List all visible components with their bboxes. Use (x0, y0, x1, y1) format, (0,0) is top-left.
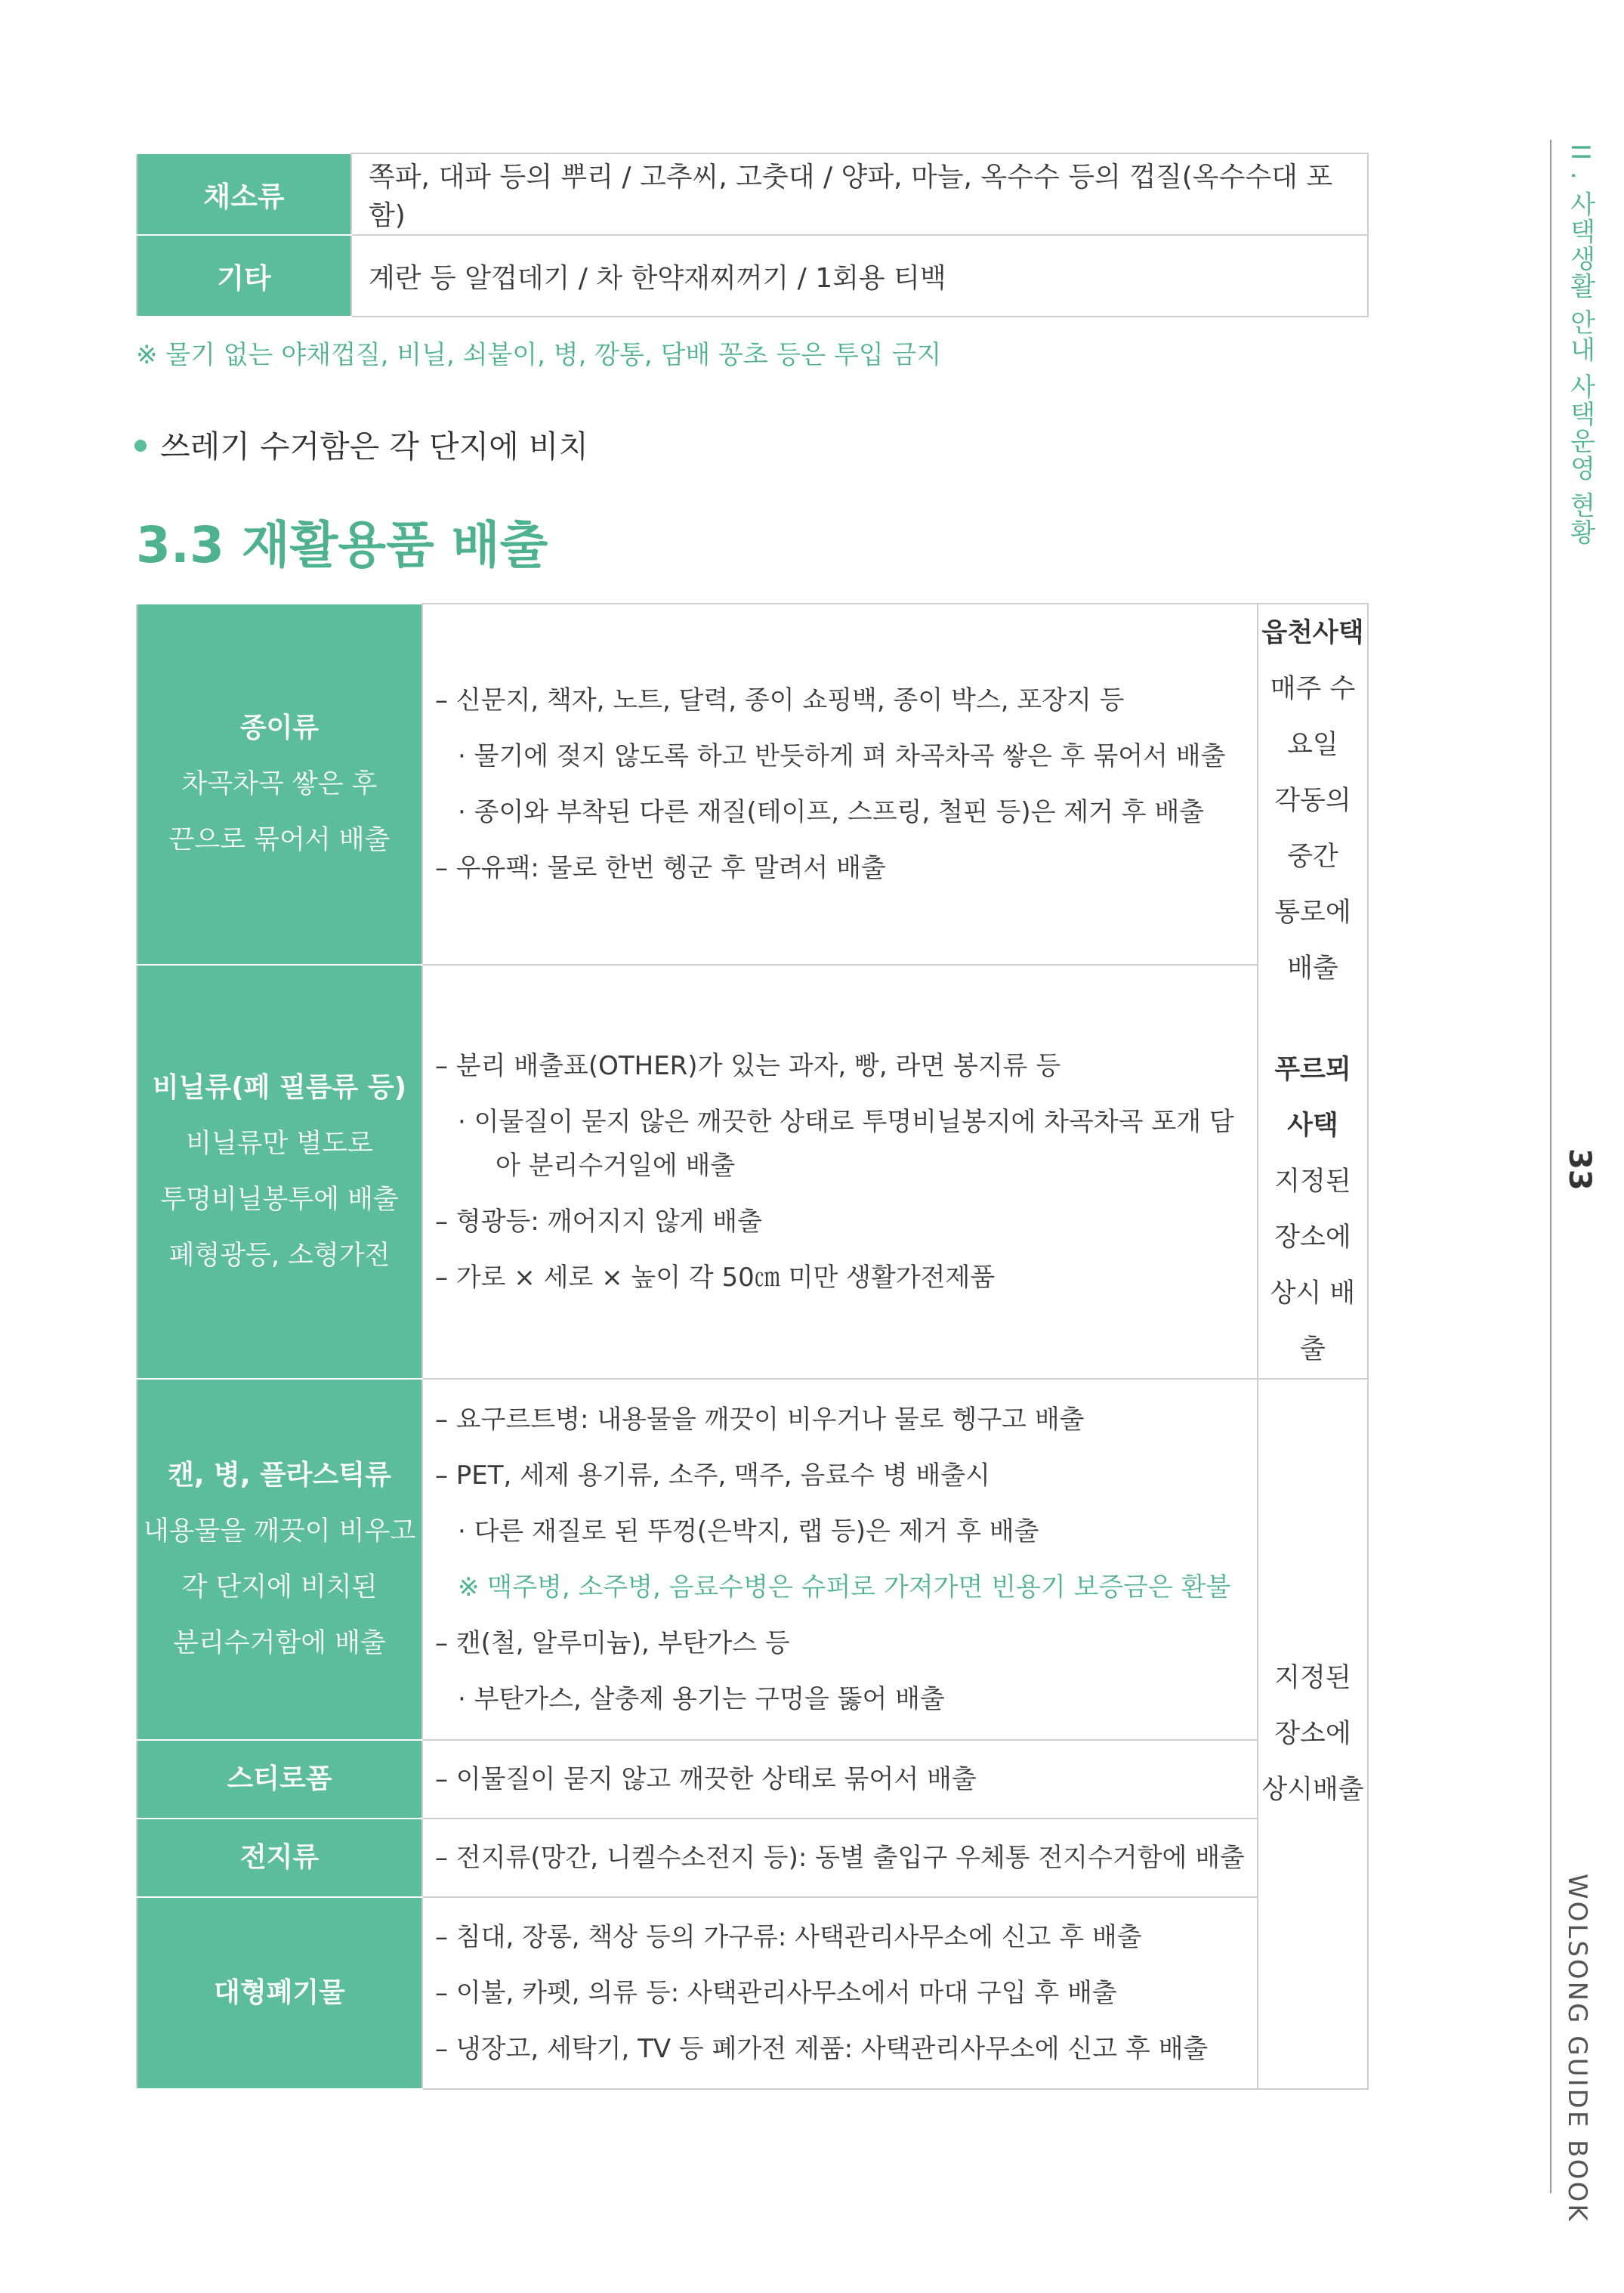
table-row (137, 965, 1368, 1379)
category-title: 스티로폼 (227, 1763, 332, 1794)
category-bulky (137, 1897, 422, 2089)
compost-table (136, 153, 1369, 317)
page-number: 33 (1562, 1148, 1597, 1191)
location-line: 매주 수요일 (1270, 674, 1356, 760)
category-title: 캔, 병, 플라스틱류 (168, 1460, 391, 1491)
detail-cell (422, 1740, 1258, 1819)
category-vinyl (137, 965, 422, 1379)
row-content: 쪽파, 대파 등의 뿌리 / 고추씨, 고춧대 / 양파, 마늘, 옥수수 등의 껍질(옥수수대 포함) (351, 153, 1368, 235)
location-title: 푸르뫼 사택 (1274, 1055, 1351, 1141)
detail-line: – 캔(철, 알루미늄), 부탄가스 등 (435, 1628, 790, 1658)
detail-line: · 종이와 부착된 다른 재질(테이프, 스프링, 철핀 등)은 제거 후 배출 (458, 797, 1205, 828)
detail-line: – 신문지, 책자, 노트, 달력, 종이 쇼핑백, 종이 박스, 포장지 등 (435, 685, 1125, 716)
detail-line: – 우유팩: 물로 한번 헹군 후 말려서 배출 (435, 853, 886, 884)
location-line: 통로에 배출 (1274, 898, 1351, 984)
detail-line (435, 1094, 1245, 1194)
category-sub: 차곡차곡 쌓은 후 (181, 769, 378, 800)
table-row (137, 153, 1368, 235)
detail-cell (422, 1819, 1258, 1897)
table-row (137, 235, 1368, 317)
category-battery (137, 1819, 422, 1897)
detail-line-text: · 이물질이 묻지 않은 깨끗한 상태로 투명비닐봉지에 차곡차곡 포개 담 (458, 1107, 1234, 1138)
category-title: 전지류 (239, 1842, 320, 1873)
category-sub: 폐형광등, 소형가전 (168, 1241, 391, 1272)
category-sub: 비닐류만 별도로 (186, 1129, 373, 1160)
category-sub: 내용물을 깨끗이 비우고 (143, 1516, 416, 1547)
location-cell (1258, 1379, 1368, 2089)
table-row (137, 1740, 1368, 1819)
bullet-text: 쓰레기 수거함은 각 단지에 비치 (160, 428, 589, 465)
detail-line: – 전지류(망간, 니켈수소전지 등): 동별 출입구 우체통 전지수거함에 배출 (435, 1843, 1245, 1873)
category-sub: 분리수거함에 배출 (173, 1628, 386, 1658)
detail-cell (422, 604, 1258, 965)
recycling-table (136, 603, 1369, 2090)
row-content: 계란 등 알껍데기 / 차 한약재찌꺼기 / 1회용 티백 (351, 235, 1368, 317)
row-label: 기타 (137, 235, 351, 317)
detail-line: – 침대, 장롱, 책상 등의 가구류: 사택관리사무소에 신고 후 배출 (435, 1922, 1142, 1952)
side-divider (1550, 140, 1551, 2193)
category-sub: 끈으로 묶어서 배출 (168, 825, 391, 856)
section-title: 3.3 재활용품 배출 (136, 516, 548, 574)
detail-line: · 물기에 젖지 않도록 하고 반듯하게 펴 차곡차곡 쌓은 후 묶어서 배출 (458, 741, 1226, 772)
category-sub: 각 단지에 비치된 (181, 1572, 378, 1602)
category-sub: 투명비닐봉투에 배출 (160, 1185, 399, 1216)
detail-line: – 이물질이 묻지 않고 깨끗한 상태로 묶어서 배출 (435, 1764, 977, 1794)
category-title: 종이류 (239, 712, 320, 744)
location-line: 상시배출 (1261, 1775, 1364, 1805)
detail-cell (422, 965, 1258, 1379)
detail-line: · 부탄가스, 살충제 용기는 구멍을 뚫어 배출 (458, 1684, 945, 1714)
book-title: WOLSONG GUIDE BOOK (1562, 1874, 1592, 2223)
table-row (137, 1379, 1368, 1740)
detail-line: – 형광등: 깨어지지 않게 배출 (435, 1207, 762, 1238)
table-row (137, 1897, 1368, 2089)
chapter-label: II . 사택생활 안내 사택운영 현황 (1565, 144, 1595, 546)
category-title: 비닐류(페 필름류 등) (152, 1072, 407, 1104)
detail-line: – 분리 배출표(OTHER)가 있는 과자, 빵, 라면 봉지류 등 (435, 1051, 1061, 1082)
bullet-dot-icon (134, 440, 147, 452)
table-row (137, 604, 1368, 965)
location-line: 상시 배출 (1270, 1278, 1356, 1364)
category-paper (137, 604, 422, 965)
detail-line: – PET, 세제 용기류, 소주, 맥주, 음료수 병 배출시 (435, 1460, 990, 1491)
detail-line-cont: 아 분리수거일에 배출 (496, 1151, 736, 1182)
detail-line: · 다른 재질로 된 뚜껑(은박지, 랩 등)은 제거 후 배출 (458, 1516, 1039, 1547)
category-styrofoam (137, 1740, 422, 1819)
detail-cell (422, 1897, 1258, 2089)
location-title: 읍천사택 (1261, 618, 1364, 648)
detail-line: – 냉장고, 세탁기, TV 등 폐가전 제품: 사택관리사무소에 신고 후 배출 (435, 2034, 1209, 2064)
detail-line: – 이불, 카펫, 의류 등: 사택관리사무소에서 마대 구입 후 배출 (435, 1978, 1117, 2008)
location-line: 각동의 중간 (1274, 786, 1351, 872)
bullet-item (134, 422, 588, 466)
table-row (137, 1819, 1368, 1897)
refund-note: ※ 맥주병, 소주병, 음료수병은 슈퍼로 가져가면 빈용기 보증금은 환불 (458, 1572, 1231, 1602)
detail-cell (422, 1379, 1258, 1740)
location-cell (1258, 604, 1368, 1379)
row-label: 채소류 (137, 153, 351, 235)
category-title: 대형폐기물 (214, 1977, 345, 2008)
prohibited-note: ※ 물기 없는 야채껍질, 비닐, 쇠붙이, 병, 깡통, 담배 꽁초 등은 투입 금지 (136, 340, 942, 370)
location-line: 지정된 장소에 (1274, 1167, 1351, 1253)
detail-line: – 가로 × 세로 × 높이 각 50㎝ 미만 생활가전제품 (435, 1262, 996, 1293)
category-can (137, 1379, 422, 1740)
location-line: 지정된 장소에 (1274, 1663, 1351, 1749)
detail-line: – 요구르트병: 내용물을 깨끗이 비우거나 물로 헹구고 배출 (435, 1405, 1085, 1435)
